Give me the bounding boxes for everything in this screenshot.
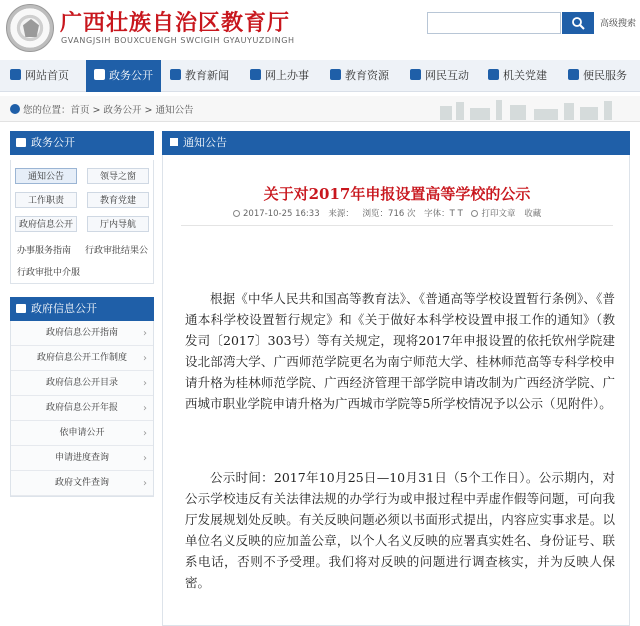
home-icon <box>10 69 21 80</box>
article-date: 2017-10-25 16:33 <box>243 209 320 219</box>
article-source: 来源： <box>328 209 354 219</box>
chevron-right-icon: › <box>143 478 147 489</box>
list-item[interactable]: 政府信息公开工作制度 › <box>11 346 153 371</box>
divider <box>181 225 613 226</box>
document-icon <box>94 69 105 80</box>
sidebar-btn-dept-nav[interactable]: 厅内导航 <box>87 216 149 232</box>
print-icon <box>471 210 478 217</box>
gov-open-panel-title: 政务公开 <box>10 131 154 155</box>
skyline-decoration <box>430 98 630 120</box>
clock-icon <box>233 210 240 217</box>
sidebar-btn-leaders[interactable]: 领导之窗 <box>87 168 149 184</box>
site-title: 广西壮族自治区教育厅 <box>60 10 291 36</box>
gov-info-panel-title: 政府信息公开 <box>10 297 154 321</box>
location-pin-icon <box>10 104 20 114</box>
advanced-search-link[interactable]: 高级搜索 <box>600 19 637 29</box>
chevron-right-icon: › <box>143 353 147 364</box>
sidebar-btn-info-open[interactable]: 政府信息公开 <box>15 216 77 232</box>
nav-home[interactable]: 网站首页 <box>10 60 69 92</box>
print-link[interactable]: 打印文章 <box>481 209 516 219</box>
sidebar-link-approval-results[interactable]: 行政审批结果公 <box>85 246 149 256</box>
monitor-icon <box>250 69 261 80</box>
nav-interaction[interactable]: 网民互动 <box>410 60 469 92</box>
list-item[interactable]: 依申请公开 › <box>11 421 153 446</box>
favorite-link[interactable]: 收藏 <box>524 209 542 219</box>
font-size-control[interactable]: 字体：T T <box>424 209 463 219</box>
main-nav <box>0 60 640 92</box>
monitor-icon <box>16 138 26 147</box>
nav-edu-news[interactable]: 教育新闻 <box>170 60 229 92</box>
chevron-right-icon: › <box>143 378 147 389</box>
location-icon <box>568 69 579 80</box>
gov-info-list <box>10 321 154 497</box>
section-title-bar: 通知公告 <box>162 131 630 155</box>
list-item[interactable]: 政府文件查询 › <box>11 471 153 496</box>
sidebar-btn-notices[interactable]: 通知公告 <box>15 168 77 184</box>
list-item[interactable]: 政府信息公开指南 › <box>11 321 153 346</box>
list-item[interactable]: 政府信息公开目录 › <box>11 371 153 396</box>
sidebar-link-service-guide[interactable]: 办事服务指南 <box>17 246 72 256</box>
list-item[interactable]: 政府信息公开年报 › <box>11 396 153 421</box>
sidebar-btn-duties[interactable]: 工作职责 <box>15 192 77 208</box>
grid-icon <box>170 138 178 146</box>
list-icon <box>16 304 26 313</box>
article-meta <box>233 207 547 219</box>
chevron-right-icon: › <box>143 403 147 414</box>
nav-convenience[interactable]: 便民服务 <box>568 60 627 92</box>
party-icon <box>488 69 499 80</box>
site-subtitle: GVANGJSIH BOUXCUENGH SWCIGIH GYAUYUZDINGH <box>61 36 295 45</box>
breadcrumb: 您的位置：首页 > 政务公开 > 通知公告 <box>10 102 194 116</box>
resource-icon <box>330 69 341 80</box>
chevron-right-icon: › <box>143 428 147 439</box>
search-input[interactable] <box>427 12 561 34</box>
search-button[interactable] <box>562 12 594 34</box>
article-paragraph-2: 公示时间：2017年10月25日—10月31日（5个工作日）。公示期内，对公示学校违反有关法律法规的办学行为或申报过程中弄虚作假等问题，可向我厅发展规划处反映。有关反映问题必须以书面形式提出，内容应实事求是。以单位名义反映的应加盖公章，以个人名义反映的应署真实姓名、身份证号、联系电话，否则不予受理。我们将对反映的问题进行调查核实，并为反映人保密。 <box>185 470 615 590</box>
nav-party[interactable]: 机关党建 <box>488 60 547 92</box>
article-paragraph-1: 根据《中华人民共和国高等教育法》、《普通高等学校设置暂行条例》、《普通本科学校设置暂行规定》和《关于做好本科学校设置申报工作的通知》（教发司〔2017〕303号）等有关规定，现将2017年申报设置的依托钦州学院建设北部湾大学、广西师范学院更名为南宁师范大学、桂林师范高等专科学校申请升格为桂林师范学院、广西经济管理干部学院申请改制为广西经济学院、广西城市职业学院申请升格为广西城市学院等5所学校情况予以公示（见附件）。 <box>185 291 615 411</box>
gov-open-panel <box>10 160 154 284</box>
sidebar-btn-party[interactable]: 教育党建 <box>87 192 149 208</box>
news-icon <box>170 69 181 80</box>
emblem-logo <box>6 4 54 52</box>
nav-edu-resources[interactable]: 教育资源 <box>330 60 389 92</box>
chevron-right-icon: › <box>143 328 147 339</box>
article-container <box>162 155 630 626</box>
search-icon <box>571 16 585 30</box>
sidebar-link-approval-agency[interactable]: 行政审批中介服 <box>17 268 81 278</box>
list-item[interactable]: 申请进度查询 › <box>11 446 153 471</box>
article-views: 浏览：716 次 <box>362 209 416 219</box>
nav-gov-open[interactable]: 政务公开 <box>86 60 161 92</box>
article-title: 关于对2017年申报设置高等学校的公示 <box>263 185 531 203</box>
chevron-right-icon: › <box>143 453 147 464</box>
users-icon <box>410 69 421 80</box>
nav-online-service[interactable]: 网上办事 <box>250 60 309 92</box>
breadcrumb-bar <box>0 96 640 122</box>
site-header <box>0 0 640 56</box>
